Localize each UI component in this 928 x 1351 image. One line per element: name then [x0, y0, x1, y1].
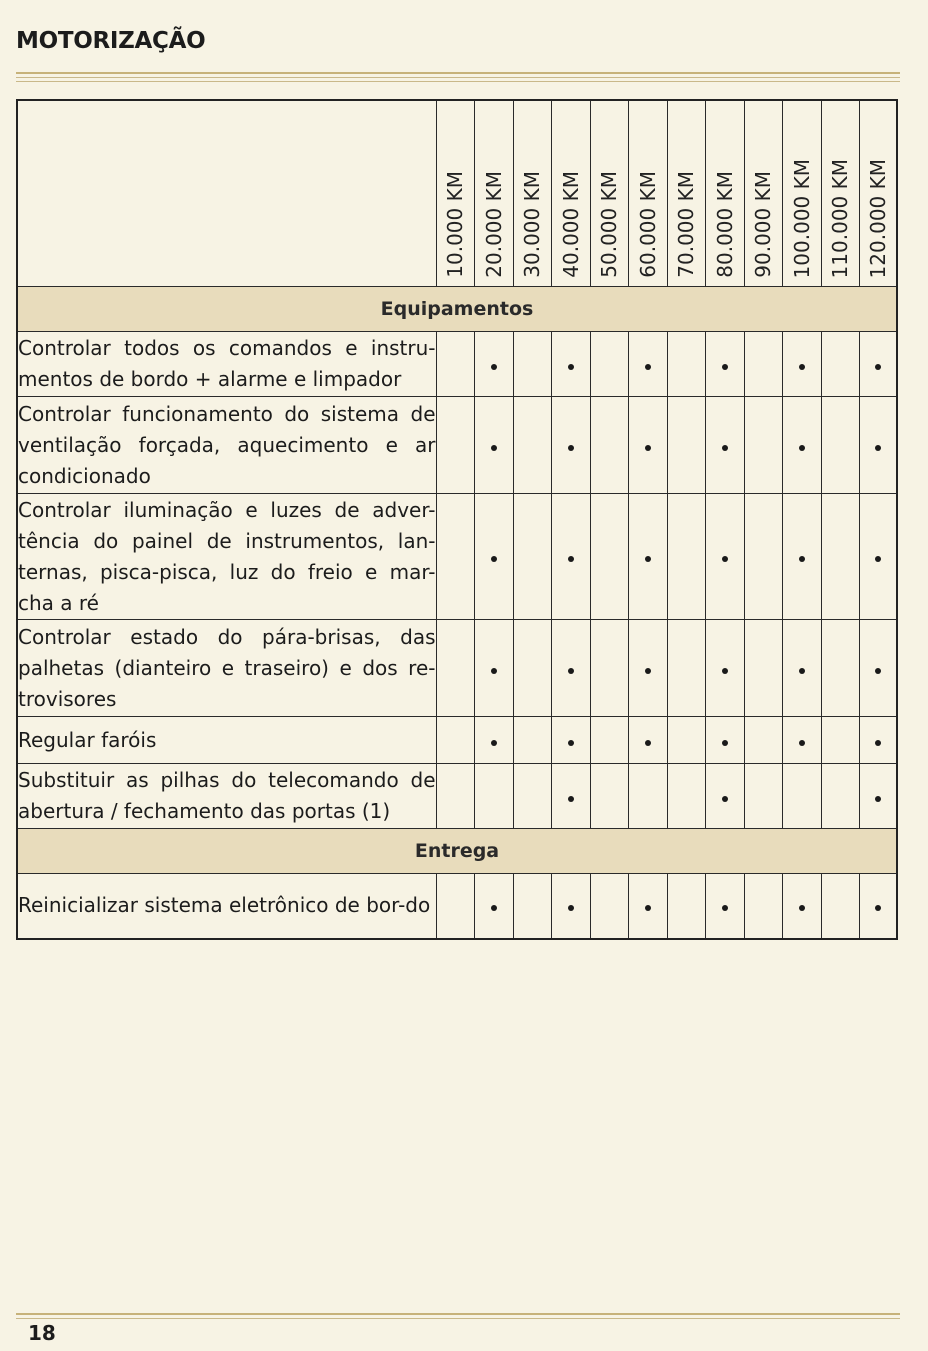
schedule-cell [667, 332, 705, 397]
schedule-cell [782, 764, 821, 829]
schedule-cell [436, 397, 474, 494]
schedule-cell [705, 764, 744, 829]
task-description: Controlar iluminação e luzes de adver-tência do painel de instrumentos, lan-ternas, pisca-pisca, luz do freio e mar-cha a ré [17, 494, 436, 620]
check-dot-icon [799, 740, 805, 746]
footer-rule [16, 1313, 900, 1315]
check-dot-icon [799, 668, 805, 674]
check-dot-icon [568, 364, 574, 370]
check-dot-icon [491, 445, 497, 451]
check-dot-icon [875, 556, 881, 562]
schedule-cell [859, 494, 897, 620]
table-row [17, 717, 897, 764]
schedule-cell [667, 717, 705, 764]
schedule-cell [628, 332, 667, 397]
schedule-cell [744, 494, 782, 620]
schedule-cell [551, 397, 590, 494]
schedule-cell [590, 397, 628, 494]
schedule-cell [859, 620, 897, 717]
schedule-cell [551, 717, 590, 764]
schedule-cell [513, 397, 551, 494]
footer-rule [16, 1318, 900, 1319]
check-dot-icon [722, 740, 728, 746]
schedule-cell [628, 717, 667, 764]
check-dot-icon [875, 740, 881, 746]
schedule-cell [590, 620, 628, 717]
column-header: 30.000 KM [513, 100, 551, 287]
column-header: 90.000 KM [744, 100, 782, 287]
schedule-cell [782, 494, 821, 620]
schedule-cell [859, 397, 897, 494]
check-dot-icon [722, 364, 728, 370]
task-description: Regular faróis [17, 717, 436, 764]
schedule-cell [436, 332, 474, 397]
schedule-cell [628, 874, 667, 939]
check-dot-icon [875, 796, 881, 802]
schedule-cell [474, 494, 513, 620]
task-description: Controlar todos os comandos e instru-mentos de bordo + alarme e limpador [17, 332, 436, 397]
schedule-cell [705, 620, 744, 717]
section-row [17, 829, 897, 874]
schedule-cell [859, 764, 897, 829]
check-dot-icon [875, 668, 881, 674]
task-description: Substituir as pilhas do telecomando de abertura / fechamento das portas (1) [17, 764, 436, 829]
schedule-cell [474, 874, 513, 939]
header-rule [16, 77, 900, 78]
check-dot-icon [875, 364, 881, 370]
column-header: 60.000 KM [628, 100, 667, 287]
check-dot-icon [491, 740, 497, 746]
schedule-cell [667, 494, 705, 620]
maintenance-schedule-table [16, 99, 898, 940]
page-title: MOTORIZAÇÃO [16, 28, 206, 54]
check-dot-icon [645, 364, 651, 370]
schedule-cell [474, 397, 513, 494]
schedule-cell [667, 764, 705, 829]
column-header: 100.000 KM [782, 100, 821, 287]
table-row [17, 332, 897, 397]
schedule-cell [628, 764, 667, 829]
check-dot-icon [645, 905, 651, 911]
schedule-cell [705, 874, 744, 939]
schedule-cell [859, 717, 897, 764]
check-dot-icon [875, 905, 881, 911]
check-dot-icon [799, 905, 805, 911]
schedule-cell [513, 874, 551, 939]
schedule-cell [590, 332, 628, 397]
schedule-cell [782, 397, 821, 494]
schedule-cell [744, 874, 782, 939]
check-dot-icon [645, 445, 651, 451]
check-dot-icon [645, 668, 651, 674]
column-header: 20.000 KM [474, 100, 513, 287]
schedule-cell [821, 332, 859, 397]
schedule-cell [744, 764, 782, 829]
check-dot-icon [568, 445, 574, 451]
schedule-cell [744, 397, 782, 494]
schedule-cell [667, 620, 705, 717]
schedule-cell [513, 332, 551, 397]
column-header: 10.000 KM [436, 100, 474, 287]
schedule-cell [590, 874, 628, 939]
schedule-cell [705, 397, 744, 494]
check-dot-icon [568, 740, 574, 746]
table-body [17, 287, 897, 939]
table-row [17, 764, 897, 829]
check-dot-icon [722, 796, 728, 802]
check-dot-icon [645, 556, 651, 562]
schedule-cell [705, 332, 744, 397]
schedule-cell [859, 332, 897, 397]
schedule-cell [513, 620, 551, 717]
schedule-cell [436, 620, 474, 717]
schedule-cell [551, 494, 590, 620]
check-dot-icon [568, 668, 574, 674]
task-description: Controlar estado do pára-brisas, das palhetas (dianteiro e traseiro) e dos re-trovisores [17, 620, 436, 717]
header-rule [16, 81, 900, 82]
section-title: Equipamentos [17, 287, 897, 332]
check-dot-icon [722, 556, 728, 562]
check-dot-icon [491, 556, 497, 562]
table-row [17, 620, 897, 717]
check-dot-icon [722, 445, 728, 451]
check-dot-icon [799, 556, 805, 562]
schedule-cell [513, 764, 551, 829]
check-dot-icon [568, 796, 574, 802]
header-corner-cell [17, 100, 436, 287]
schedule-cell [513, 494, 551, 620]
schedule-cell [590, 717, 628, 764]
schedule-cell [782, 332, 821, 397]
check-dot-icon [491, 668, 497, 674]
schedule-cell [821, 764, 859, 829]
schedule-cell [705, 717, 744, 764]
schedule-cell [551, 874, 590, 939]
table-row [17, 494, 897, 620]
schedule-cell [551, 332, 590, 397]
column-header: 120.000 KM [859, 100, 897, 287]
schedule-cell [821, 494, 859, 620]
schedule-cell [667, 397, 705, 494]
check-dot-icon [568, 556, 574, 562]
table-row [17, 397, 897, 494]
schedule-cell [821, 874, 859, 939]
page-number: 18 [28, 1321, 56, 1345]
schedule-cell [551, 764, 590, 829]
check-dot-icon [799, 364, 805, 370]
schedule-cell [436, 764, 474, 829]
schedule-cell [436, 874, 474, 939]
schedule-cell [474, 717, 513, 764]
check-dot-icon [491, 905, 497, 911]
schedule-cell [782, 717, 821, 764]
column-header: 110.000 KM [821, 100, 859, 287]
schedule-cell [474, 332, 513, 397]
schedule-cell [436, 494, 474, 620]
schedule-cell [744, 717, 782, 764]
schedule-cell [628, 620, 667, 717]
schedule-cell [667, 874, 705, 939]
check-dot-icon [645, 740, 651, 746]
schedule-cell [859, 874, 897, 939]
column-header: 50.000 KM [590, 100, 628, 287]
schedule-cell [628, 397, 667, 494]
schedule-cell [821, 717, 859, 764]
schedule-cell [551, 620, 590, 717]
column-header: 80.000 KM [705, 100, 744, 287]
schedule-cell [782, 874, 821, 939]
check-dot-icon [875, 445, 881, 451]
check-dot-icon [491, 364, 497, 370]
schedule-cell [744, 332, 782, 397]
schedule-cell [590, 764, 628, 829]
check-dot-icon [799, 445, 805, 451]
check-dot-icon [568, 905, 574, 911]
schedule-cell [474, 764, 513, 829]
schedule-cell [590, 494, 628, 620]
section-title: Entrega [17, 829, 897, 874]
schedule-cell [474, 620, 513, 717]
schedule-cell [821, 397, 859, 494]
schedule-cell [782, 620, 821, 717]
table-row [17, 874, 897, 939]
schedule-cell [513, 717, 551, 764]
schedule-cell [744, 620, 782, 717]
column-header: 40.000 KM [551, 100, 590, 287]
task-description: Reinicializar sistema eletrônico de bor-do [17, 874, 436, 939]
schedule-cell [705, 494, 744, 620]
header-rule [16, 72, 900, 74]
schedule-cell [821, 620, 859, 717]
column-header: 70.000 KM [667, 100, 705, 287]
section-row [17, 287, 897, 332]
task-description: Controlar funcionamento do sistema de ventilação forçada, aquecimento e ar condicionado [17, 397, 436, 494]
header-row [17, 100, 897, 287]
schedule-cell [628, 494, 667, 620]
schedule-cell [436, 717, 474, 764]
check-dot-icon [722, 668, 728, 674]
check-dot-icon [722, 905, 728, 911]
